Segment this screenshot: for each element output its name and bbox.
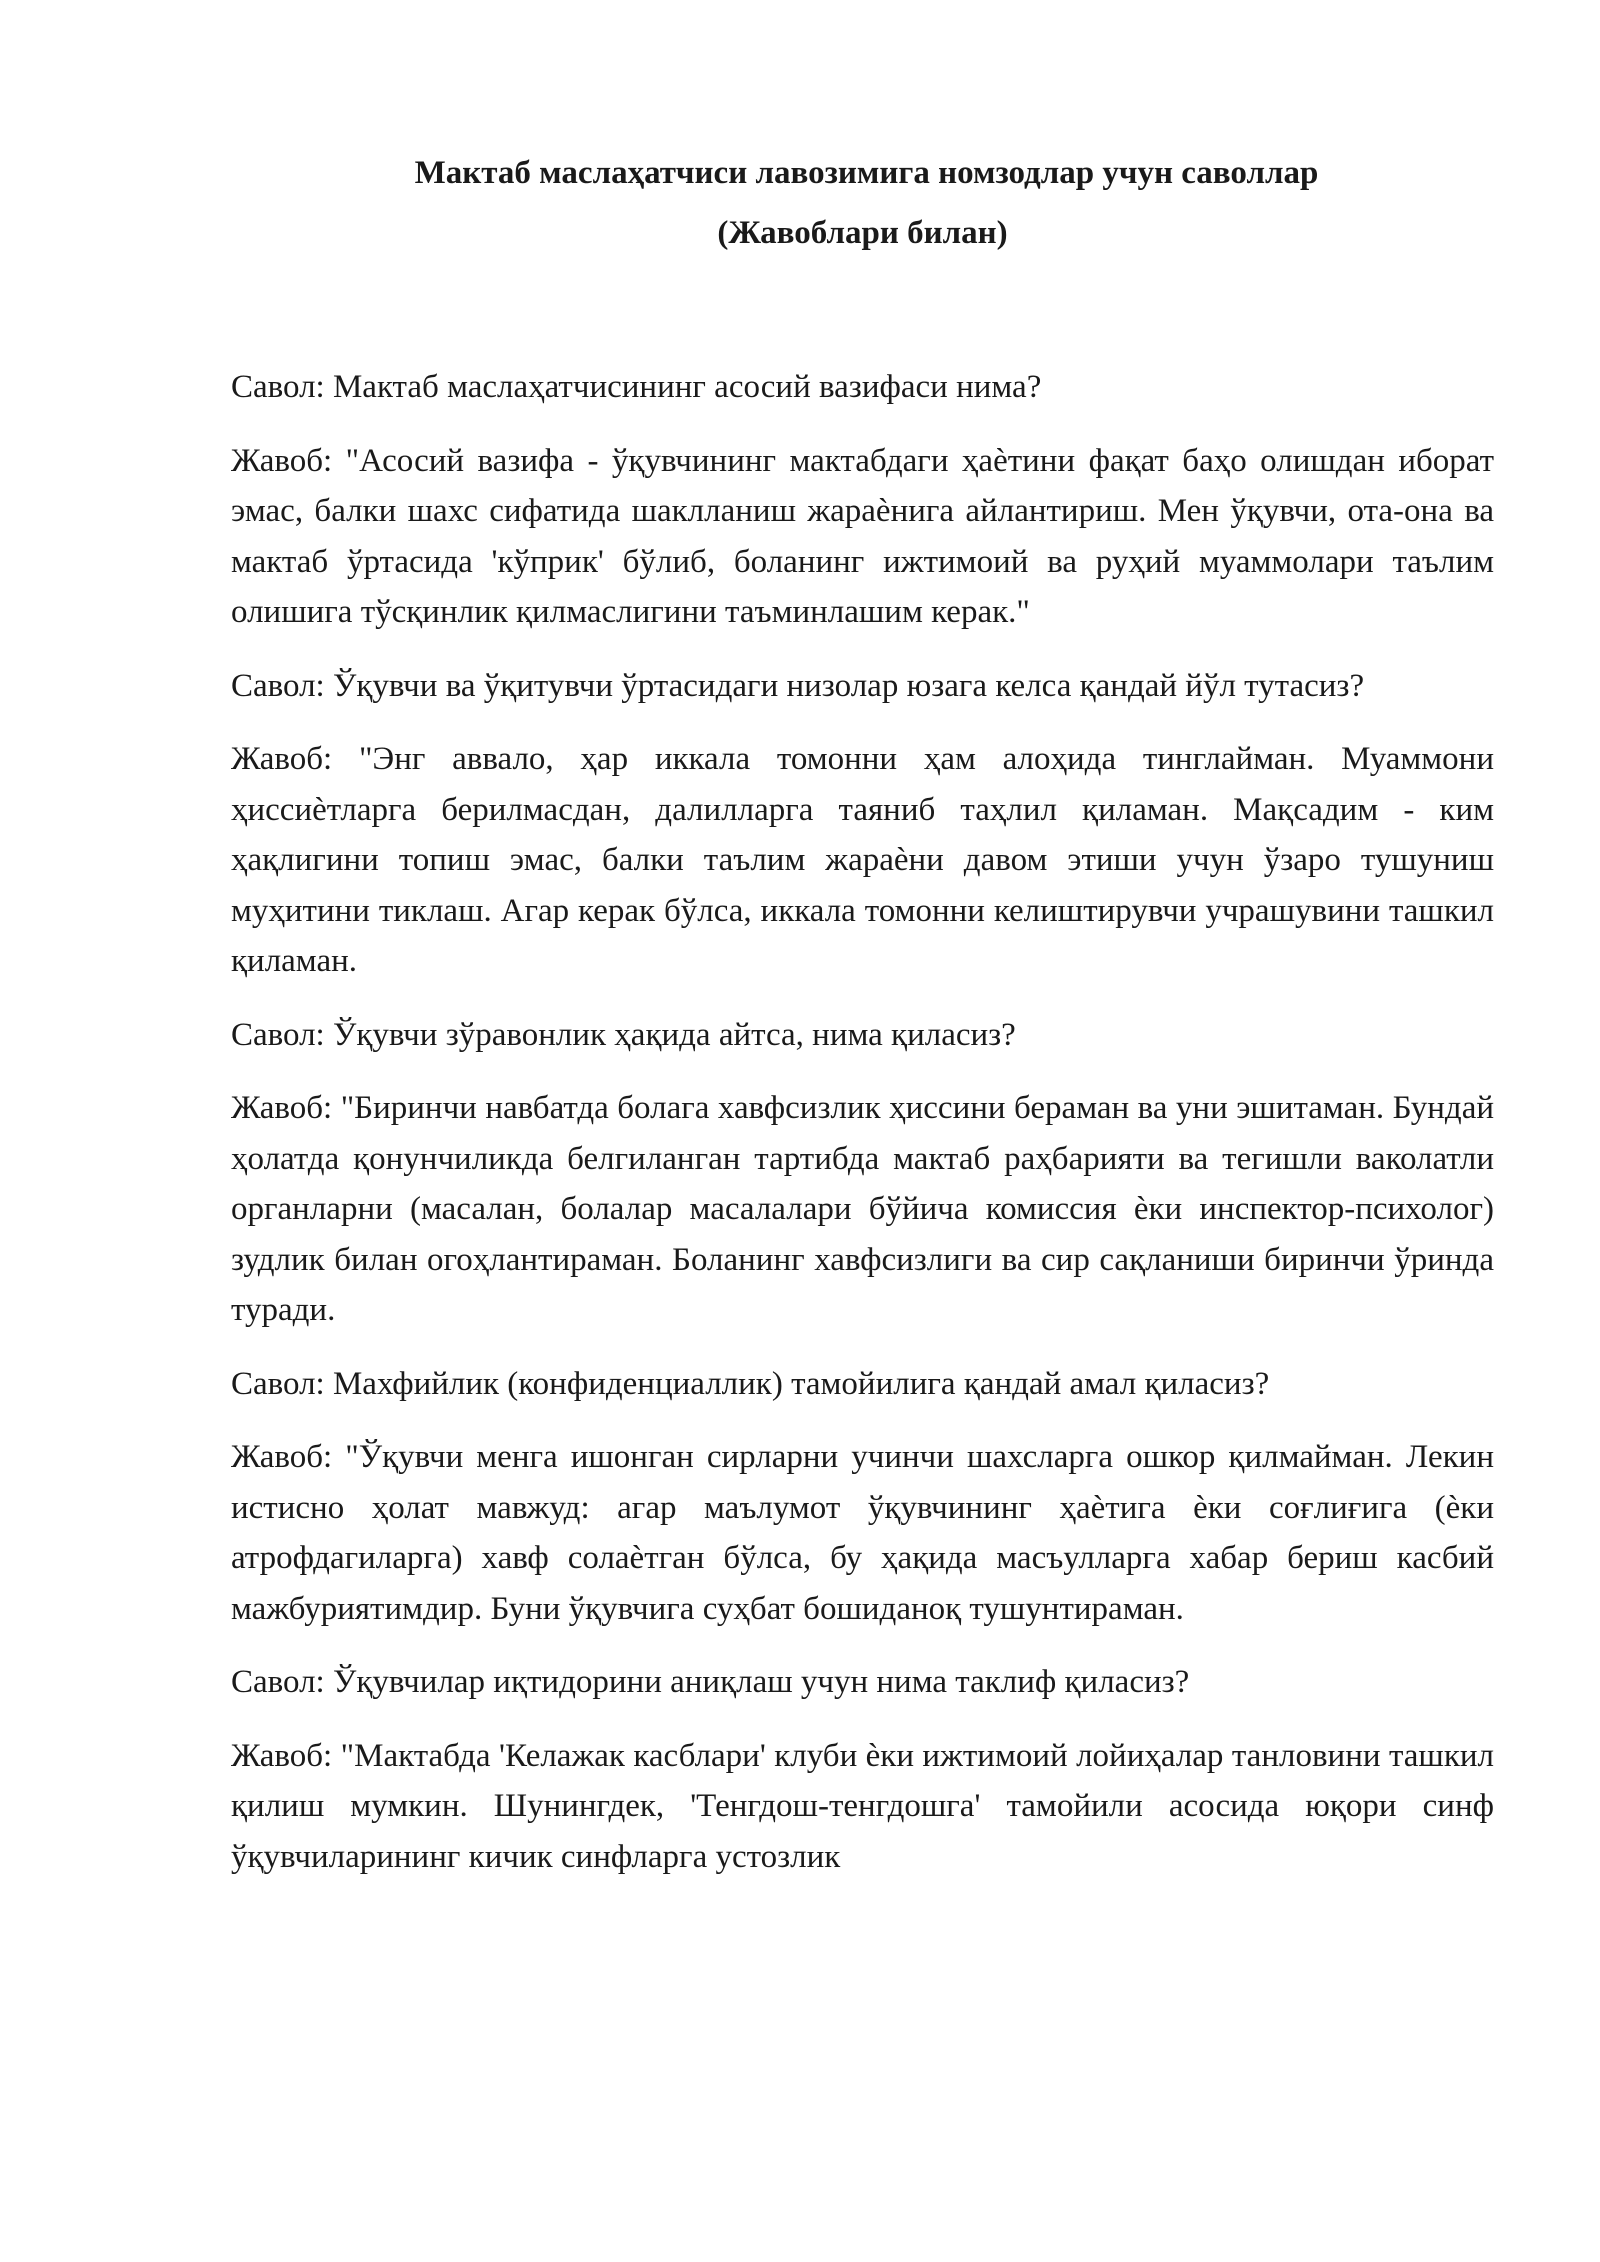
document-title [231, 150, 1494, 196]
document-title-text: Мактаб маслаҳатчиси лавозимига номзодлар учун саволлар [414, 155, 1319, 191]
answer-5: Жавоб: "Мактабда 'Келажак касблари' клуби ѐки ижтимоий лойиҳалар танловини ташкил қилиш мумкин. Шунингдек, 'Тенгдош-тенгдошга' тамойили асосида юқори синф ўқувчиларининг кичик синфларга устозлик [231, 1737, 1494, 1875]
answer-4: Жавоб: "Ўқувчи менга ишонган сирларни учинчи шахсларга ошкор қилмайман. Лекин истисно ҳолат мавжуд: агар маълумот ўқувчининг ҳаѐтига ѐки соғлиғига (ѐки атрофдагиларга) хавф солаѐтган бўлса, бу ҳақида масъулларга хабар бериш касбий мажбуриятимдир. Буни ўқувчига суҳбат бошиданоқ тушунтираман. [231, 1439, 1494, 1627]
question-5: Савол: Ўқувчилар иқтидорини аниқлаш учун нима таклиф қиласиз? [231, 1664, 1190, 1700]
question-1: Савол: Мактаб маслаҳатчисининг асосий вазифаси нима? [231, 369, 1042, 405]
question-3: Савол: Ўқувчи зўравонлик ҳақида айтса, нима қиласиз? [231, 1016, 1016, 1053]
answer-1: Жавоб: "Асосий вазифа - ўқувчининг мактабдаги ҳаѐтини фақат баҳо олишдан иборат эмас, балки шахс сифатида шаклланиш жараѐнига айлантириш. Мен ўқувчи, ота-она ва мактаб ўртасида 'кўприк' бўлиб, боланинг ижтимоий ва руҳий муаммолари таълим олишига тўсқинлик қилмаслигини таъминлашим керак." [231, 442, 1494, 630]
document-subtitle: (Жавоблари билан) [717, 215, 1008, 251]
qa-list [231, 362, 1494, 1882]
document-page [231, 150, 1494, 1882]
question-2: Савол: Ўқувчи ва ўқитувчи ўртасидаги низолар юзага келса қандай йўл тутасиз? [231, 667, 1365, 704]
question-4: Савол: Махфийлик (конфиденциаллик) тамойилига қандай амал қиласиз? [231, 1365, 1270, 1402]
answer-3: Жавоб: "Биринчи навбатда болага хавфсизлик ҳиссини бераман ва уни эшитаман. Бундай ҳолатда қонунчиликда белгиланган тартибда мактаб раҳбарияти ва тегишли ваколатли органларни (масалан, болалар масалалари бўйича комиссия ѐки инспектор-психолог) зудлик билан огоҳлантираман. Боланинг хавфсизлиги ва сир сақланиши биринчи ўринда туради. [231, 1090, 1494, 1328]
answer-2: Жавоб: "Энг аввало, ҳар иккала томонни ҳам алоҳида тинглайман. Муаммони ҳиссиѐтларга берилмасдан, далилларга таяниб таҳлил қиламан. Мақсадим - ким ҳақлигини топиш эмас, балки таълим жараѐни давом этиши учун ўзаро тушуниш муҳитини тиклаш. Агар керак бўлса, иккала томонни келиштирувчи учрашувини ташкил қиламан. [231, 741, 1494, 979]
